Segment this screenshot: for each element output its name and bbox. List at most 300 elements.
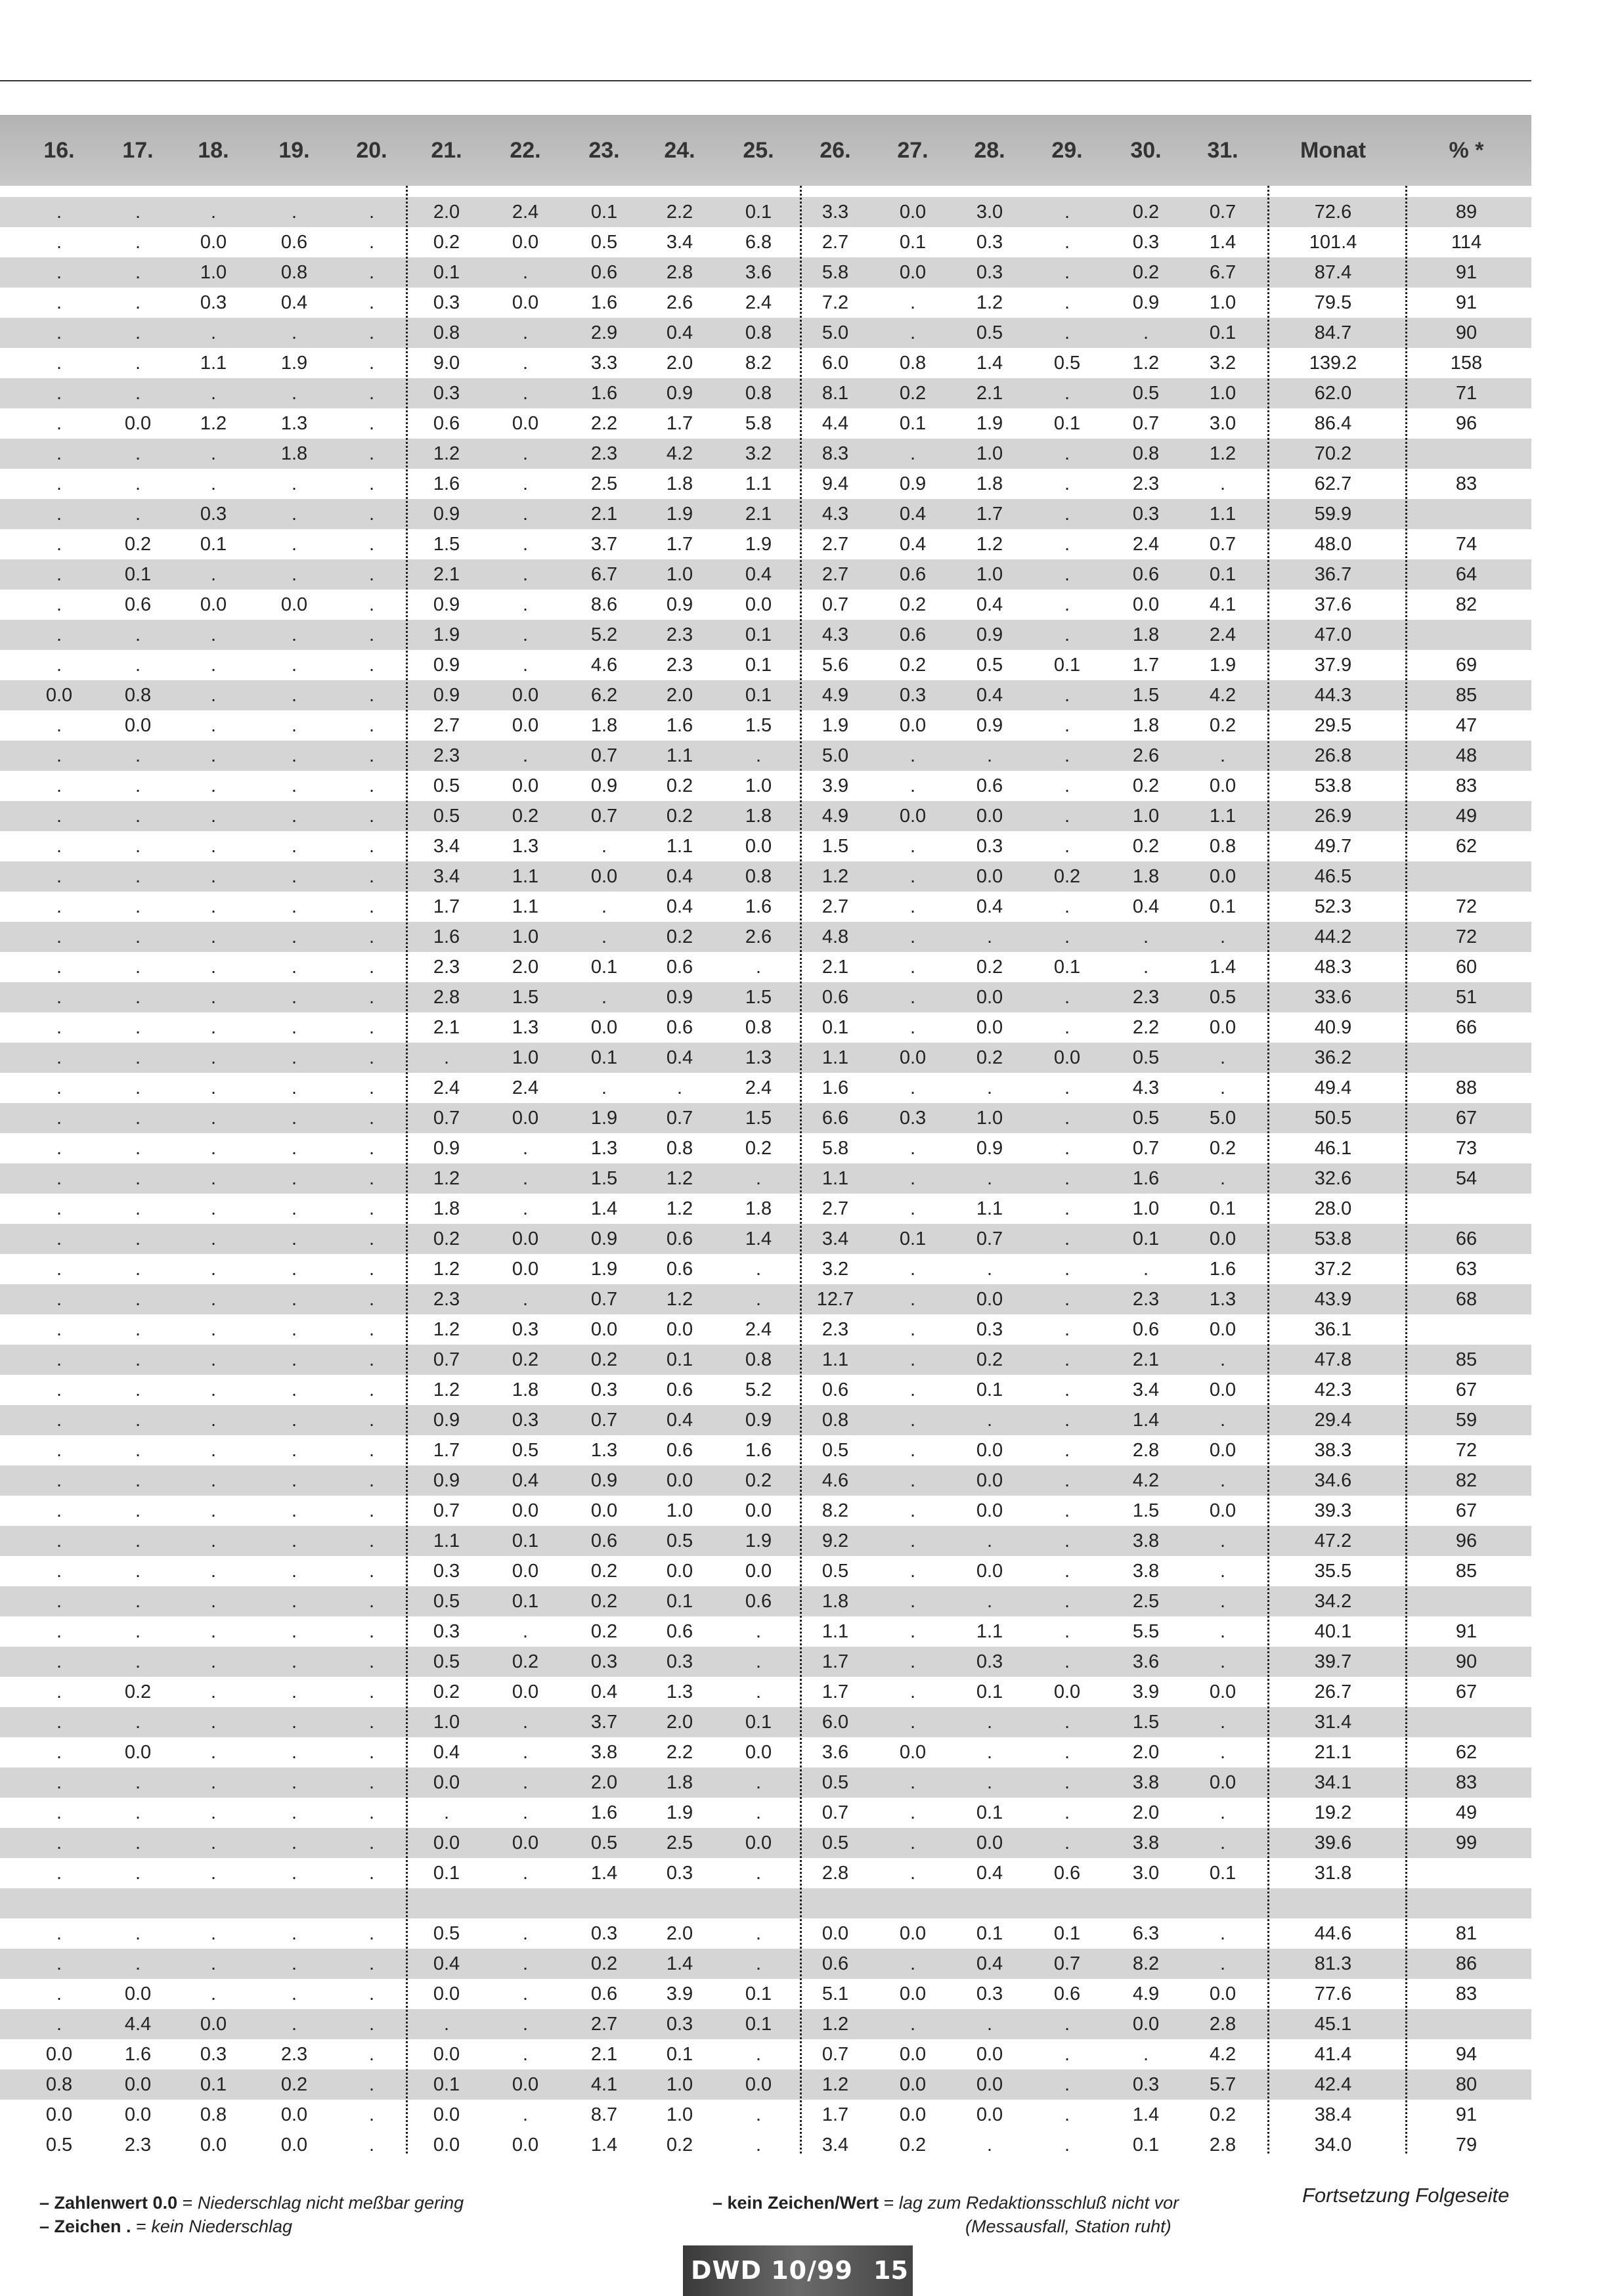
table-cell: 0.1 [1053, 1923, 1081, 1944]
table-cell: 0.7 [1132, 413, 1160, 434]
table-cell: 1.1 [821, 1349, 849, 1370]
table-cell: . [986, 1772, 993, 1793]
table-cell: . [368, 1047, 375, 1068]
table-cell: 1.6 [745, 896, 772, 917]
table-cell: 1.1 [821, 1047, 849, 1068]
table-cell: . [135, 1047, 141, 1068]
column-header: 17. [122, 138, 154, 163]
table-cell: . [210, 1923, 217, 1944]
table-cell: . [135, 896, 141, 917]
table-cell: . [56, 594, 62, 615]
legend-zeichen-text: kein Niederschlag [151, 2217, 292, 2236]
table-cell: 0.5 [433, 806, 460, 827]
table-cell: . [522, 262, 529, 283]
dotted-separator [1267, 186, 1269, 2154]
table-cell: . [368, 1530, 375, 1551]
table-cell: 0.7 [433, 1349, 460, 1370]
table-cell: 2.1 [433, 1017, 460, 1038]
table-cell: . [368, 1289, 375, 1310]
table-cell: . [368, 1863, 375, 1884]
table-cell: . [56, 1651, 62, 1672]
table-cell: 91 [1455, 292, 1478, 313]
table-cell: 0.2 [899, 594, 927, 615]
table-cell: 1.6 [1132, 1168, 1160, 1189]
table-cell: . [56, 1802, 62, 1823]
table-cell: . [135, 1832, 141, 1853]
table-cell: 0.0 [899, 202, 927, 223]
table-cell: 5.1 [821, 1983, 849, 2004]
table-cell: 2.9 [590, 322, 618, 343]
table-cell: 0.5 [821, 1440, 849, 1461]
table-cell: 0.0 [433, 2134, 460, 2155]
table-cell: 0.0 [976, 866, 1003, 887]
table-cell: 0.0 [899, 806, 927, 827]
table-cell: 0.2 [1209, 1138, 1237, 1159]
table-cell: 85 [1455, 1349, 1478, 1370]
table-cell: 0.0 [1209, 1319, 1237, 1340]
table-cell: . [986, 1530, 993, 1551]
table-cell: 4.2 [1209, 2044, 1237, 2065]
page-number: 15 [873, 2256, 908, 2285]
table-cell: . [909, 1138, 916, 1159]
table-cell: 2.0 [590, 1772, 618, 1793]
table-cell: . [210, 1228, 217, 1249]
table-cell: 0.0 [1053, 1047, 1081, 1068]
table-cell: 0.0 [200, 594, 227, 615]
table-cell: 79 [1455, 2134, 1478, 2155]
table-cell: 2.5 [1132, 1591, 1160, 1612]
table-cell: . [291, 1591, 297, 1612]
table-cell: . [1064, 383, 1070, 404]
table-cell: 44.2 [1314, 926, 1352, 947]
table-cell: . [755, 1259, 762, 1280]
table-row [0, 1254, 1531, 1284]
table-cell: 0.9 [899, 473, 927, 494]
table-cell: 83 [1455, 775, 1478, 796]
table-cell: 0.1 [976, 1379, 1003, 1400]
table-cell: . [210, 202, 217, 223]
table-cell: 0.0 [433, 2044, 460, 2065]
table-cell: 0.2 [512, 806, 539, 827]
table-cell: . [291, 564, 297, 585]
column-header: 19. [278, 138, 310, 163]
table-cell: . [135, 624, 141, 645]
table-cell: 1.1 [666, 745, 693, 766]
table-cell: 2.3 [821, 1319, 849, 1340]
table-cell: . [601, 836, 607, 857]
table-cell: 82 [1455, 1470, 1478, 1491]
table-cell: . [1064, 443, 1070, 464]
table-cell: 0.9 [666, 383, 693, 404]
table-cell: 72 [1455, 1440, 1478, 1461]
table-cell: 1.9 [590, 1259, 618, 1280]
table-cell: 0.5 [45, 2134, 73, 2155]
table-row [0, 2100, 1531, 2130]
table-cell: 0.5 [433, 1923, 460, 1944]
table-cell: 2.6 [666, 292, 693, 313]
table-cell: . [368, 775, 375, 796]
table-cell: 0.0 [1209, 1681, 1237, 1702]
table-cell: 2.2 [590, 413, 618, 434]
table-cell: . [135, 1440, 141, 1461]
table-cell: 2.0 [666, 685, 693, 706]
table-cell: . [909, 1832, 916, 1853]
table-cell: . [1064, 473, 1070, 494]
table-cell: . [56, 1863, 62, 1884]
table-cell: 82 [1455, 594, 1478, 615]
table-cell: 2.0 [512, 957, 539, 978]
table-row [0, 1435, 1531, 1465]
table-cell: 2.4 [745, 1319, 772, 1340]
table-cell: . [56, 353, 62, 374]
table-cell: 0.5 [821, 1832, 849, 1853]
table-cell: 0.0 [899, 2044, 927, 2065]
table-cell: 0.7 [1132, 1138, 1160, 1159]
table-cell: . [368, 745, 375, 766]
table-cell: 0.4 [745, 564, 772, 585]
table-cell: 3.9 [666, 1983, 693, 2004]
table-cell: 1.9 [1209, 655, 1237, 676]
table-cell: 0.9 [976, 624, 1003, 645]
table-row [0, 1465, 1531, 1496]
table-cell: 46.1 [1314, 1138, 1352, 1159]
table-cell: 0.3 [976, 262, 1003, 283]
table-cell: 0.2 [666, 806, 693, 827]
table-cell: 43.9 [1314, 1289, 1352, 1310]
table-cell [258, 1888, 330, 1918]
table-cell: 64 [1455, 564, 1478, 585]
table-cell: 2.3 [433, 745, 460, 766]
table-cell: . [1219, 1832, 1226, 1853]
table-cell: . [909, 1712, 916, 1733]
table-cell: 79.5 [1314, 292, 1352, 313]
table-cell: 45.1 [1314, 2014, 1352, 2035]
table-cell: . [291, 1651, 297, 1672]
table-cell: . [56, 1530, 62, 1551]
column-header: 30. [1130, 138, 1162, 163]
table-cell: . [210, 1410, 217, 1431]
table-cell: 0.6 [666, 1621, 693, 1642]
table-cell: 0.2 [1132, 836, 1160, 857]
table-cell: 0.1 [899, 1228, 927, 1249]
table-cell: 70.2 [1314, 443, 1352, 464]
table-cell: 1.6 [433, 926, 460, 947]
table-cell: . [291, 504, 297, 525]
table-cell: 2.1 [745, 504, 772, 525]
table-cell: 0.7 [821, 2044, 849, 2065]
table-cell [489, 1888, 561, 1918]
table-cell: 1.2 [666, 1168, 693, 1189]
table-cell: 1.9 [666, 504, 693, 525]
table-cell: 0.3 [899, 685, 927, 706]
table-cell: . [1143, 322, 1149, 343]
table-cell: 1.6 [666, 715, 693, 736]
table-cell: . [909, 987, 916, 1008]
table-cell: 0.7 [821, 1802, 849, 1823]
table-cell: 0.9 [666, 594, 693, 615]
table-cell: 0.2 [1132, 262, 1160, 283]
table-cell: 0.5 [590, 232, 618, 253]
table-cell: . [368, 1953, 375, 1974]
table-cell: 5.0 [821, 745, 849, 766]
table-cell: 3.2 [745, 443, 772, 464]
table-cell: . [135, 232, 141, 253]
table-cell: . [368, 836, 375, 857]
table-cell: 1.5 [745, 987, 772, 1008]
table-row [0, 1012, 1531, 1043]
table-cell: 1.8 [821, 1591, 849, 1612]
table-cell: 1.8 [745, 806, 772, 827]
table-cell: 0.1 [899, 232, 927, 253]
table-cell: . [909, 1591, 916, 1612]
table-cell: 1.4 [1209, 232, 1237, 253]
table-row [0, 2130, 1531, 2160]
column-header: % * [1449, 138, 1484, 163]
table-cell: 3.6 [745, 262, 772, 283]
table-cell: . [1219, 1077, 1226, 1098]
column-header: 24. [664, 138, 695, 163]
table-cell: 1.9 [433, 624, 460, 645]
table-cell: 0.6 [590, 262, 618, 283]
table-cell: 37.2 [1314, 1259, 1352, 1280]
table-cell: . [56, 2014, 62, 2035]
table-cell [1401, 861, 1532, 892]
table-cell: . [135, 957, 141, 978]
table-cell: 4.9 [821, 806, 849, 827]
table-cell: . [291, 896, 297, 917]
table-cell: . [291, 1500, 297, 1521]
table-cell: 0.1 [1053, 655, 1081, 676]
table-cell: 67 [1455, 1379, 1478, 1400]
table-cell: 1.5 [1132, 1712, 1160, 1733]
table-cell: 0.6 [666, 1017, 693, 1038]
table-cell: 4.3 [1132, 1077, 1160, 1098]
table-cell [1187, 1888, 1259, 1918]
table-cell: . [56, 292, 62, 313]
table-cell: . [755, 745, 762, 766]
table-cell: 1.0 [512, 926, 539, 947]
table-cell: 0.0 [1209, 1983, 1237, 2004]
table-cell: 0.5 [512, 1440, 539, 1461]
table-cell: . [368, 2074, 375, 2095]
table-cell: 37.6 [1314, 594, 1352, 615]
table-cell: 0.0 [512, 1832, 539, 1853]
table-cell: 0.0 [745, 2074, 772, 2095]
table-cell: . [368, 1621, 375, 1642]
table-cell: . [368, 715, 375, 736]
table-cell: 0.3 [590, 1923, 618, 1944]
table-cell: 1.6 [590, 292, 618, 313]
table-cell: 62.0 [1314, 383, 1352, 404]
table-cell: 89 [1455, 202, 1478, 223]
table-cell: . [291, 1742, 297, 1763]
table-cell: . [135, 1923, 141, 1944]
table-cell: 0.0 [976, 1289, 1003, 1310]
table-cell: 5.6 [821, 655, 849, 676]
table-cell: 0.2 [666, 2134, 693, 2155]
table-cell: . [56, 1289, 62, 1310]
table-cell: 0.4 [899, 534, 927, 555]
table-cell: . [135, 504, 141, 525]
table-cell: . [368, 806, 375, 827]
table-cell: . [291, 1168, 297, 1189]
table-cell: . [1219, 1047, 1226, 1068]
table-cell: . [1219, 1651, 1226, 1672]
table-cell: 1.7 [1132, 655, 1160, 676]
table-cell: 83 [1455, 1772, 1478, 1793]
table-cell: . [56, 775, 62, 796]
table-cell: 1.3 [590, 1440, 618, 1461]
table-cell: . [522, 1953, 529, 1974]
table-cell: 0.6 [899, 624, 927, 645]
table-cell: . [755, 1863, 762, 1884]
table-cell: 5.0 [821, 322, 849, 343]
table-cell: 0.1 [433, 1863, 460, 1884]
table-cell: 1.2 [821, 2014, 849, 2035]
table-cell: 5.8 [745, 413, 772, 434]
table-cell: 0.6 [745, 1591, 772, 1612]
table-cell: 0.6 [590, 1530, 618, 1551]
table-cell: 1.3 [512, 836, 539, 857]
table-cell [568, 1888, 640, 1918]
table-cell: 5.8 [821, 262, 849, 283]
table-cell: 1.2 [433, 1379, 460, 1400]
table-cell: . [210, 564, 217, 585]
table-cell: . [909, 1802, 916, 1823]
table-cell: 1.1 [1209, 504, 1237, 525]
table-cell: 1.3 [512, 1017, 539, 1038]
table-cell: . [56, 1712, 62, 1733]
table-cell: . [56, 987, 62, 1008]
table-cell: . [368, 655, 375, 676]
table-cell: 36.7 [1314, 564, 1352, 585]
table-cell: 6.7 [1209, 262, 1237, 283]
table-cell: 2.7 [821, 896, 849, 917]
table-cell: 1.1 [512, 896, 539, 917]
legend-kein-zeichen [712, 2193, 1179, 2213]
table-cell: . [135, 1500, 141, 1521]
table-cell: 2.0 [666, 353, 693, 374]
table-row [0, 1767, 1531, 1798]
table-cell: 46.5 [1314, 866, 1352, 887]
table-cell: 2.3 [590, 443, 618, 464]
table-cell: 0.3 [976, 1651, 1003, 1672]
table-row [0, 559, 1531, 590]
table-cell: . [368, 353, 375, 374]
table-cell: 101.4 [1309, 232, 1357, 253]
legend-kein-zeichen-text2: (Messausfall, Station ruht) [965, 2217, 1172, 2236]
table-cell: 4.9 [821, 685, 849, 706]
table-cell: . [135, 1228, 141, 1249]
table-cell: 2.1 [590, 504, 618, 525]
table-cell: 3.3 [590, 353, 618, 374]
table-cell: 8.3 [821, 443, 849, 464]
table-cell: . [1064, 1832, 1070, 1853]
table-cell: . [368, 443, 375, 464]
legend-zahlenwert-key: – Zahlenwert 0.0 [39, 2193, 178, 2213]
legend-zeichen-key: – Zeichen . [39, 2217, 131, 2236]
table-cell: 0.2 [1132, 775, 1160, 796]
table-row [0, 1556, 1531, 1586]
table-cell: 1.8 [976, 473, 1003, 494]
table-cell: . [1219, 1923, 1226, 1944]
table-cell: 0.1 [745, 1712, 772, 1733]
table-cell [1401, 1858, 1532, 1888]
table-cell: . [368, 1983, 375, 2004]
table-cell: 90 [1455, 1651, 1478, 1672]
table-cell: . [291, 685, 297, 706]
table-cell: 0.2 [590, 1349, 618, 1370]
table-cell: 81 [1455, 1923, 1478, 1944]
table-cell: 0.5 [1132, 1108, 1160, 1129]
table-cell: . [56, 1953, 62, 1974]
table-cell: 53.8 [1314, 1228, 1352, 1249]
table-cell: . [368, 926, 375, 947]
footer-badge [683, 2245, 913, 2296]
table-cell: . [1219, 1712, 1226, 1733]
table-cell: . [56, 1923, 62, 1944]
table-cell: 4.1 [590, 2074, 618, 2095]
table-cell: . [522, 2014, 529, 2035]
table-cell: 1.0 [200, 262, 227, 283]
table-cell: 0.5 [976, 655, 1003, 676]
table-cell: 1.7 [976, 504, 1003, 525]
table-cell: 0.5 [590, 1832, 618, 1853]
table-cell: . [1143, 1259, 1149, 1280]
table-cell: . [210, 715, 217, 736]
table-cell: . [56, 957, 62, 978]
table-cell: . [135, 1289, 141, 1310]
table-cell: 0.0 [1132, 2014, 1160, 2035]
table-cell: 0.0 [1209, 866, 1237, 887]
table-cell: 1.6 [124, 2044, 152, 2065]
table-cell: 0.0 [976, 2044, 1003, 2065]
table-cell: . [986, 1259, 993, 1280]
table-cell: 2.7 [590, 2014, 618, 2035]
table-cell: 1.3 [280, 413, 308, 434]
table-cell: . [210, 1591, 217, 1612]
table-cell: 1.4 [590, 1198, 618, 1219]
table-cell: 0.2 [433, 1228, 460, 1249]
table-cell: 41.4 [1314, 2044, 1352, 2065]
table-cell [102, 1888, 174, 1918]
table-cell: . [210, 473, 217, 494]
table-cell: 47.0 [1314, 624, 1352, 645]
table-cell: . [443, 1047, 450, 1068]
table-cell: 0.0 [976, 806, 1003, 827]
table-cell: 0.0 [200, 2014, 227, 2035]
table-cell: . [291, 1561, 297, 1582]
table-cell: 0.1 [745, 624, 772, 645]
table-cell: 0.0 [512, 775, 539, 796]
table-cell: 1.1 [512, 866, 539, 887]
table-cell: . [210, 1379, 217, 1400]
table-cell: . [368, 1259, 375, 1280]
table-cell: 0.0 [433, 1983, 460, 2004]
table-cell: . [1064, 1772, 1070, 1793]
table-cell: . [986, 2014, 993, 2035]
table-cell [1401, 620, 1532, 650]
table-cell: 3.0 [976, 202, 1003, 223]
table-cell: 158 [1450, 353, 1483, 374]
table-row [0, 318, 1531, 348]
table-cell: 9.0 [433, 353, 460, 374]
table-cell: 7.2 [821, 292, 849, 313]
table-cell: 0.6 [590, 1983, 618, 2004]
table-cell: 0.1 [976, 1681, 1003, 1702]
table-cell: 2.7 [821, 232, 849, 253]
table-cell: . [291, 473, 297, 494]
